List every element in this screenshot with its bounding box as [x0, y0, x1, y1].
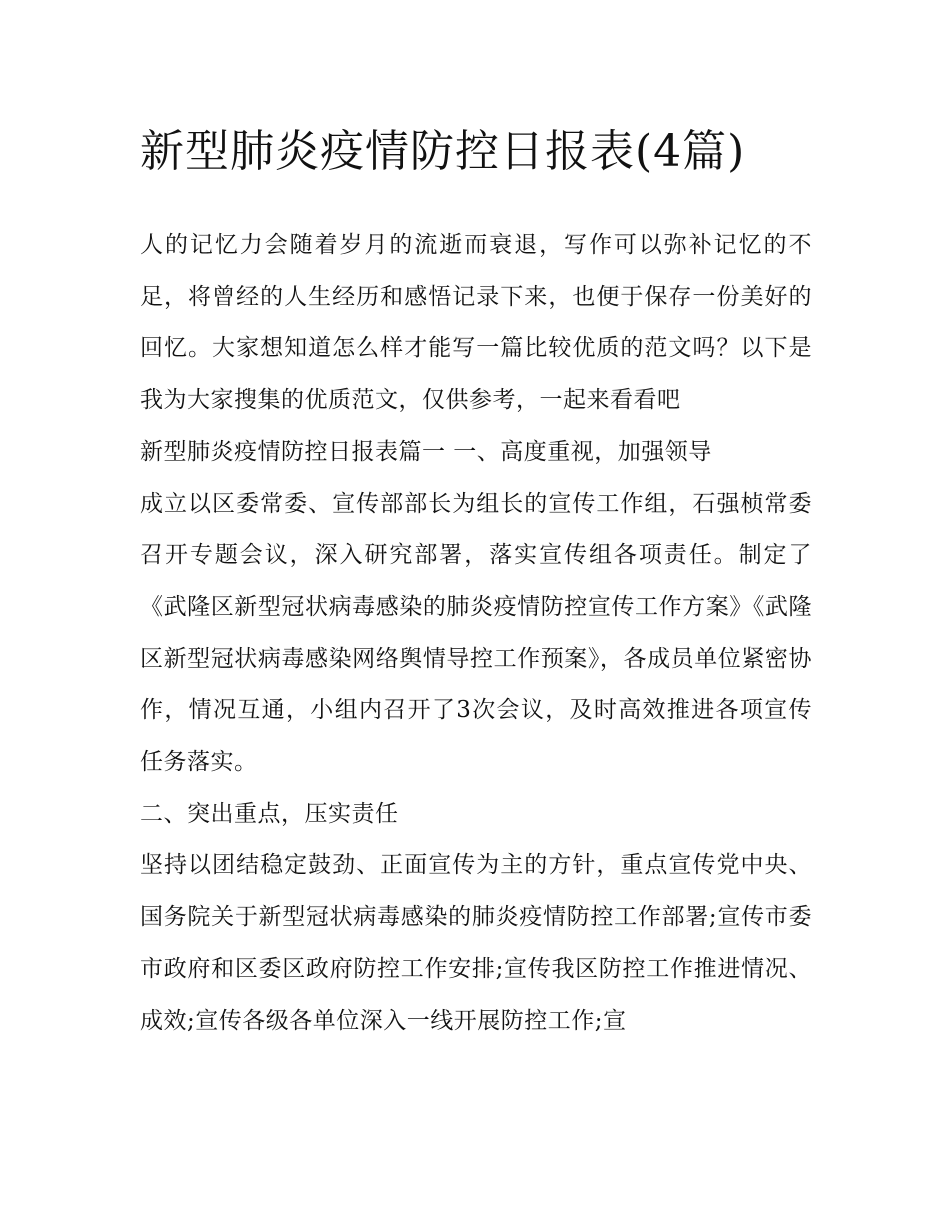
paragraph-heading-2: 二、突出重点，压实责任 [140, 800, 399, 827]
paragraph-intro: 人的记忆力会随着岁月的流逝而衰退，写作可以弥补记忆的不足，将曾经的人生经历和感悟记录下来，也便于保存一份美好的回忆。大家想知道怎么样才能写一篇比较优质的范文吗？以下是我为大家搜集的优质范文，仅供参考，一起来看看吧 [140, 232, 812, 414]
paragraph-section-2: 坚持以团结稳定鼓劲、正面宣传为主的方针，重点宣传党中央、国务院关于新型冠状病毒感染的肺炎疫情防控工作部署;宣传市委市政府和区委区政府防控工作安排;宣传我区防控工作推进情况、成效;宣传各级各单位深入一线开展防控工作;宣 [140, 852, 812, 1034]
paragraph-section-1: 成立以区委常委、宣传部部长为组长的宣传工作组，石强桢常委召开专题会议，深入研究部署，落实宣传组各项责任。制定了《武隆区新型冠状病毒感染的肺炎疫情防控宣传工作方案》《武隆区新型冠状病毒感染网络舆情导控工作预案》，各成员单位紧密协作，情况互通，小组内召开了3次会议，及时高效推进各项宣传任务落实。 [140, 490, 812, 776]
document-page [140, 112, 812, 1047]
document-title: 新型肺炎疫情防控日报表(4篇) [140, 126, 746, 177]
document-body [140, 220, 812, 1047]
paragraph-heading-1: 新型肺炎疫情防控日报表篇一 一、高度重视，加强领导 [140, 438, 712, 465]
